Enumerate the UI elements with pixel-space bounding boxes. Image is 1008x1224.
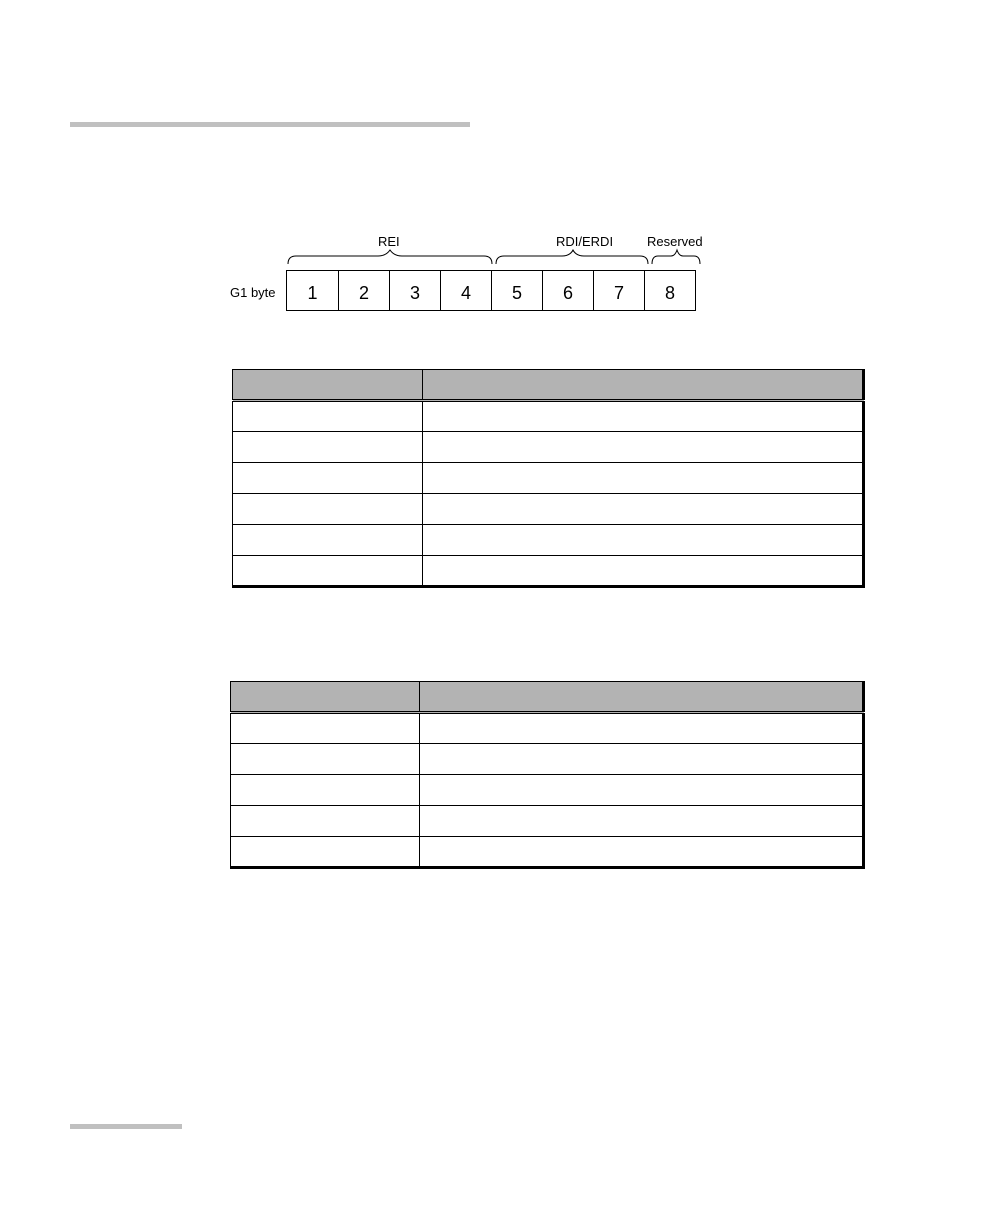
table-header-row bbox=[231, 682, 864, 713]
table-row bbox=[233, 463, 864, 494]
bit-cell: 7 bbox=[593, 271, 644, 310]
table-cell bbox=[231, 775, 420, 806]
bit-cell: 6 bbox=[542, 271, 593, 310]
table-cell bbox=[423, 494, 864, 525]
table-cell bbox=[423, 556, 864, 587]
table-cell bbox=[420, 744, 864, 775]
bit-cell: 1 bbox=[307, 283, 318, 303]
table-cell bbox=[420, 775, 864, 806]
table-cell bbox=[233, 494, 423, 525]
table-cell bbox=[420, 837, 864, 868]
table-cell bbox=[233, 556, 423, 587]
table-header-row bbox=[233, 370, 864, 401]
rdi-erdi-label: RDI/ERDI bbox=[556, 234, 614, 249]
table-cell bbox=[233, 401, 423, 432]
bit-cell: 3 bbox=[389, 271, 440, 310]
table-cell bbox=[231, 806, 420, 837]
table-cell bbox=[423, 401, 864, 432]
table-cell bbox=[423, 432, 864, 463]
g1-byte-diagram bbox=[228, 228, 708, 318]
table-row bbox=[233, 556, 864, 587]
g1-bit-row bbox=[286, 270, 696, 311]
table-cell bbox=[420, 806, 864, 837]
rei-brace bbox=[288, 250, 492, 264]
table-header-cell bbox=[231, 682, 420, 713]
table-cell bbox=[423, 525, 864, 556]
table-cell bbox=[423, 463, 864, 494]
table-one bbox=[232, 369, 865, 588]
table-cell bbox=[231, 713, 420, 744]
table-cell bbox=[233, 432, 423, 463]
table-header-cell bbox=[420, 682, 864, 713]
table-row bbox=[233, 401, 864, 432]
table-row bbox=[231, 775, 864, 806]
table-row bbox=[233, 525, 864, 556]
bit-cell: 8 bbox=[644, 271, 695, 310]
reserved-brace bbox=[652, 250, 700, 264]
rei-label: REI bbox=[378, 234, 400, 249]
table-row bbox=[231, 744, 864, 775]
table-row bbox=[233, 432, 864, 463]
bit-cell: 5 bbox=[491, 271, 542, 310]
table-row bbox=[231, 713, 864, 744]
table-header-cell bbox=[423, 370, 864, 401]
reserved-label: Reserved bbox=[647, 234, 703, 249]
table-cell bbox=[420, 713, 864, 744]
g1-byte-label: G1 byte bbox=[230, 285, 276, 300]
table-row bbox=[231, 806, 864, 837]
bit-cell: 2 bbox=[338, 271, 389, 310]
table-cell bbox=[231, 744, 420, 775]
group-braces bbox=[228, 228, 708, 272]
footer-rule bbox=[70, 1124, 182, 1129]
table-row bbox=[231, 837, 864, 868]
bit-cell: 4 bbox=[440, 271, 491, 310]
table-two bbox=[230, 681, 865, 869]
table-row bbox=[233, 494, 864, 525]
table-cell bbox=[231, 837, 420, 868]
table-cell bbox=[233, 525, 423, 556]
table-cell bbox=[233, 463, 423, 494]
table-header-cell bbox=[233, 370, 423, 401]
rdi-erdi-brace bbox=[496, 250, 648, 264]
header-rule bbox=[70, 122, 470, 127]
